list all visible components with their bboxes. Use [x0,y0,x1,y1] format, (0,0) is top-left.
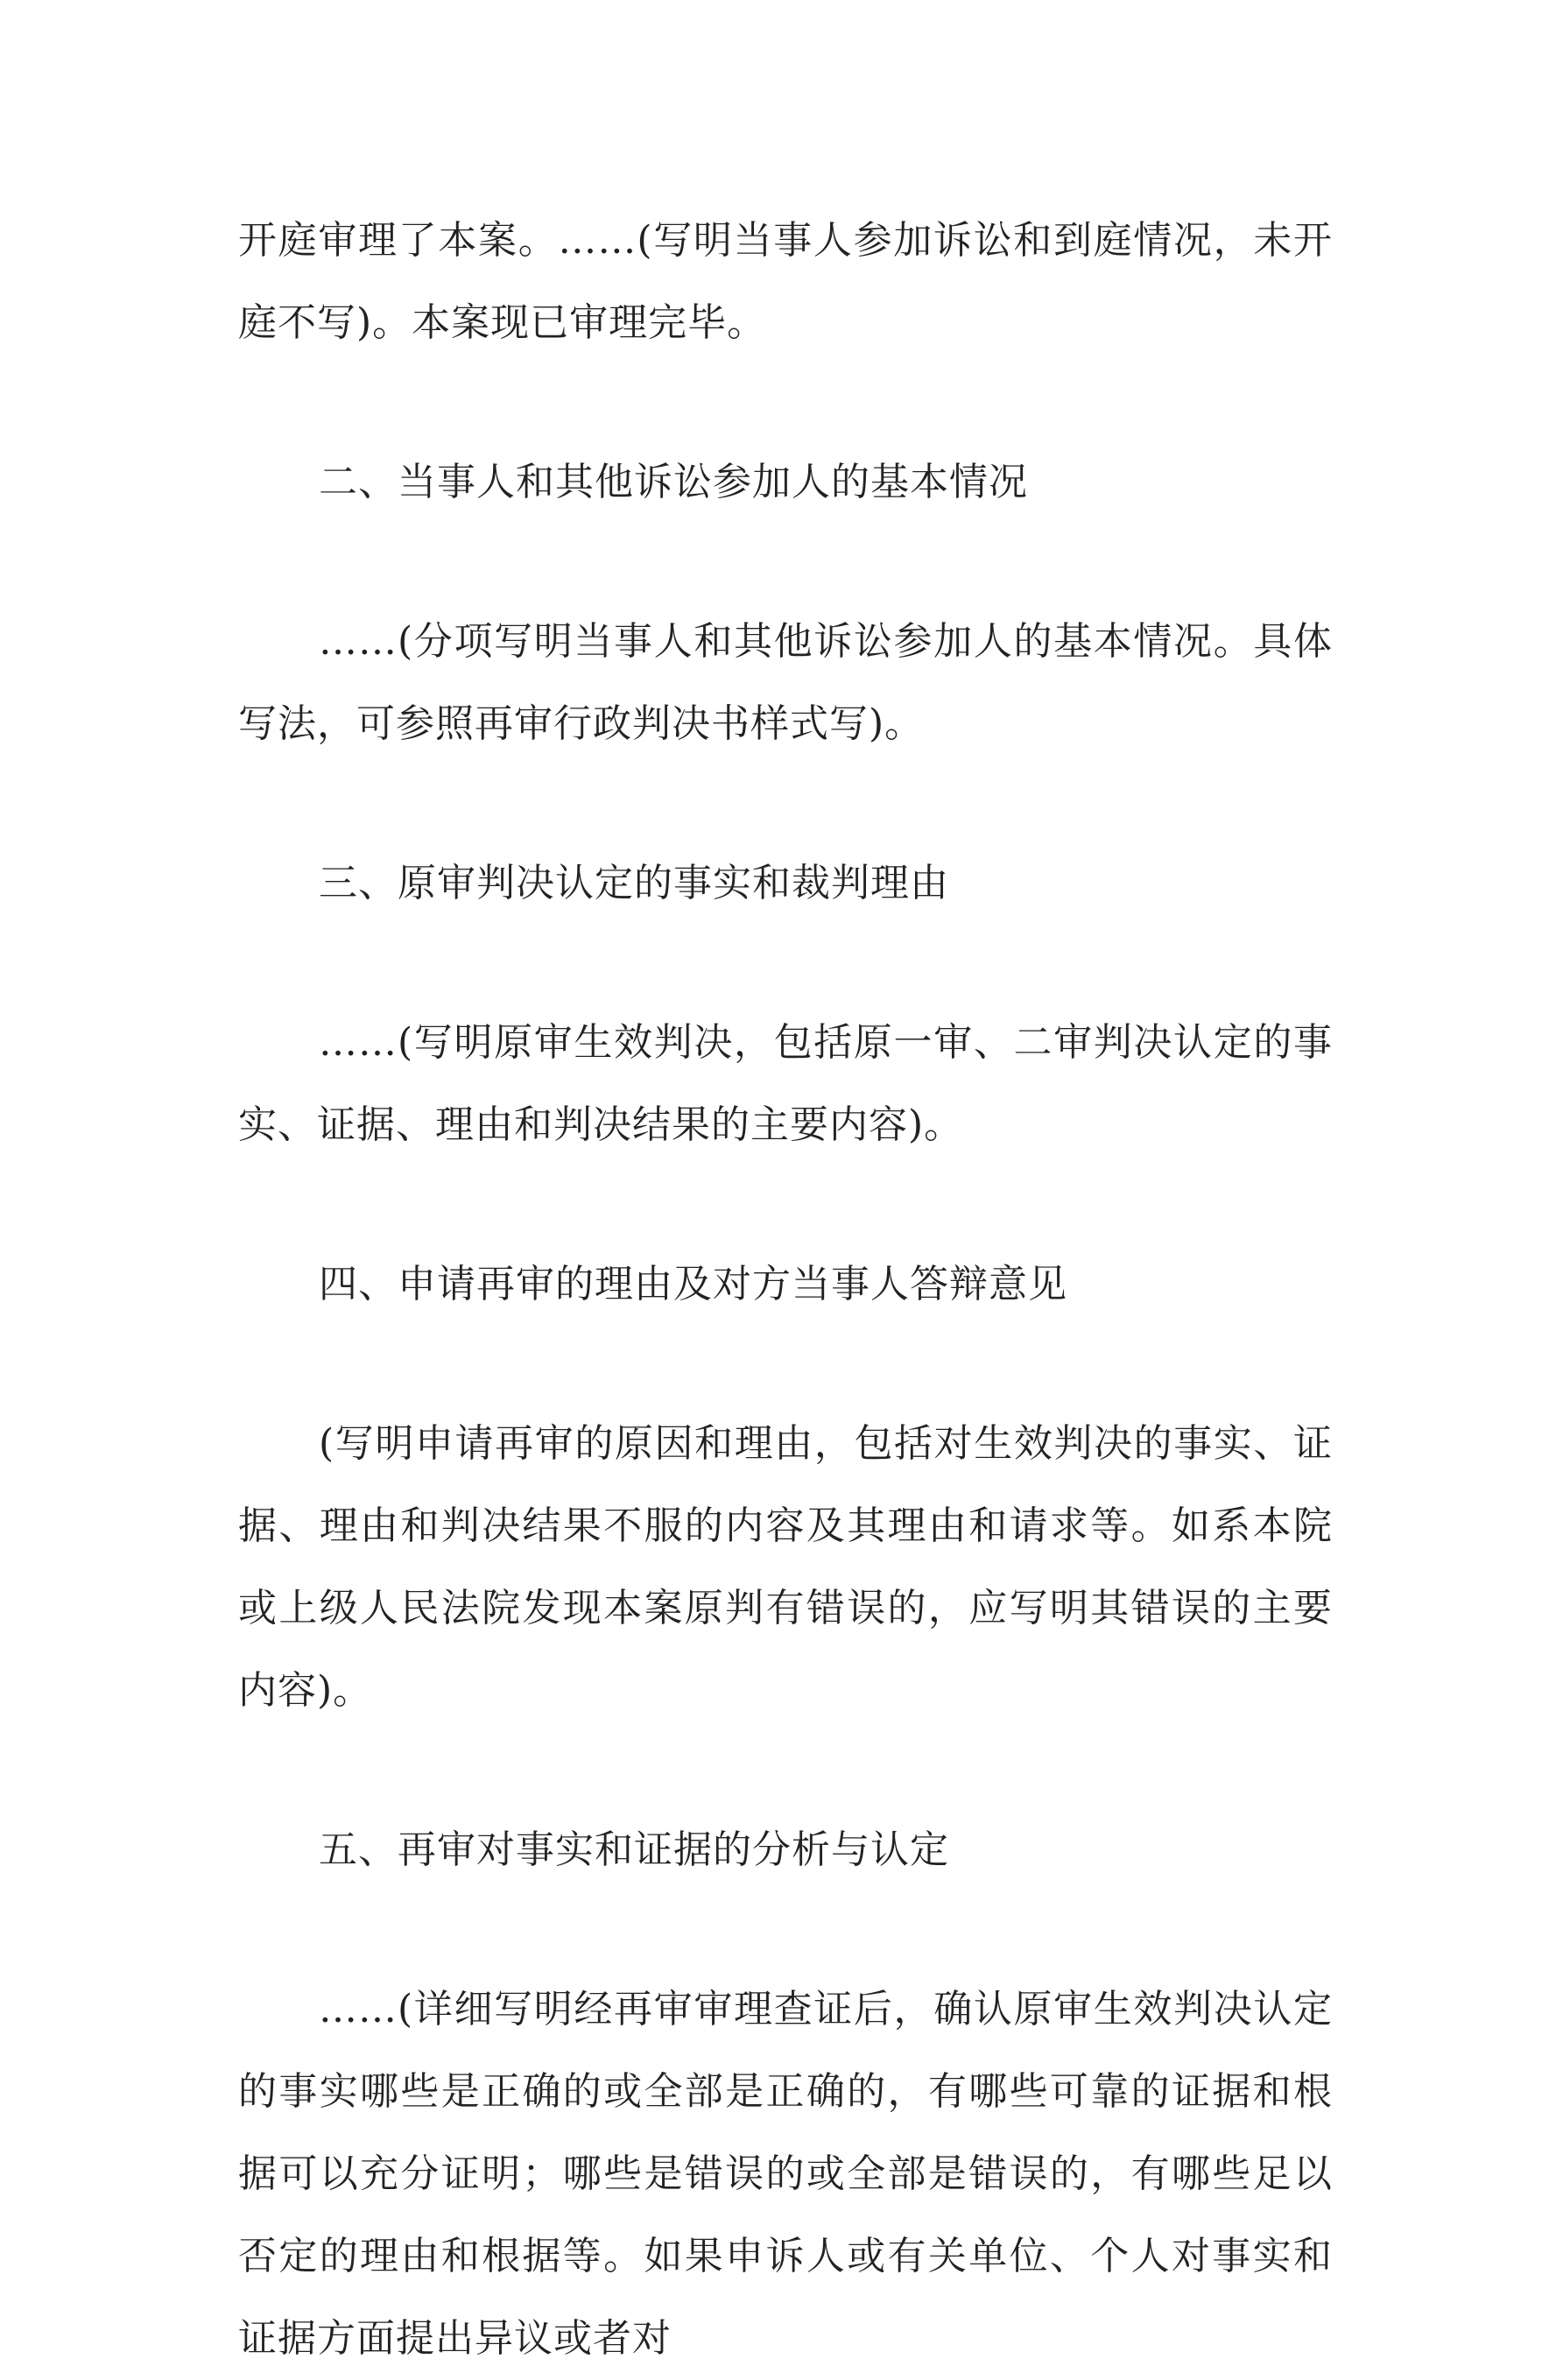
paragraph-spacer [238,925,1333,1002]
section-heading-retrial-reasons: 四、申请再审的理由及对方当事人答辩意见 [319,1262,1067,1306]
paragraph-original-judgment: ……(写明原审生效判决，包括原一审、二审判决认定的事实、证据、理由和判决结果的主要内容)。 [238,1020,1333,1147]
paragraph-spacer [238,1891,1333,1968]
paragraph-spacer [238,364,1333,441]
section-heading-original-judgment: 三、原审判决认定的事实和裁判理由 [319,861,949,905]
paragraph-parties-info: ……(分项写明当事人和其他诉讼参加人的基本情况。具体写法，可参照再审行政判决书样式写)。 [238,619,1333,746]
document-body [238,200,1333,2380]
paragraph-facts-evidence: ……(详细写明经再审审理查证后，确认原审生效判决认定的事实哪些是正确的或全部是正确的，有哪些可靠的证据和根据可以充分证明；哪些是错误的或全部是错误的，有哪些足以否定的理由和根据等。如果申诉人或有关单位、个人对事实和证据方面提出异议或者对 [238,1987,1333,2361]
paragraph-spacer [238,1166,1333,1243]
paragraph-spacer [238,765,1333,842]
paragraph-spacer [238,1732,1333,1809]
paragraph-retrial-reasons: (写明申请再审的原因和理由，包括对生效判决的事实、证据、理由和判决结果不服的内容及其理由和请求等。如系本院或上级人民法院发现本案原判有错误的，应写明其错误的主要内容)。 [238,1421,1333,1713]
paragraph-trial-status: 开庭审理了本案。……(写明当事人参加诉讼和到庭情况，未开庭不写)。本案现已审理完毕。 [238,218,1333,345]
paragraph-spacer [238,1326,1333,1403]
section-heading-parties: 二、当事人和其他诉讼参加人的基本情况 [319,460,1028,504]
section-heading-facts-evidence: 五、再审对事实和证据的分析与认定 [319,1827,949,1872]
paragraph-spacer [238,524,1333,601]
